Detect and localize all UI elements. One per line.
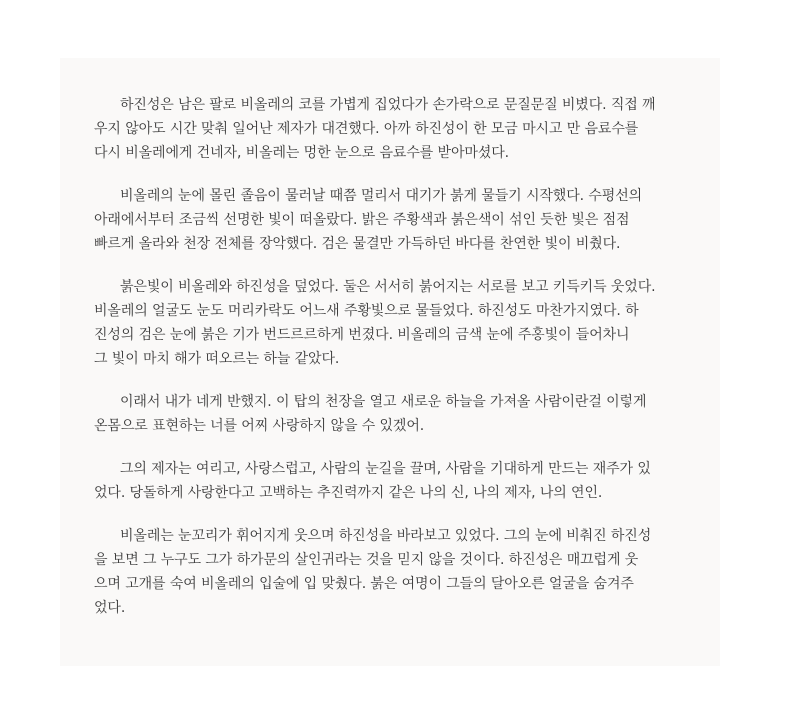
paragraph-3	[94, 275, 720, 371]
text-line: 비올레는 눈꼬리가 휘어지게 웃으며 하진성을 바라보고 있었다. 그의 눈에 비춰진 하진성	[120, 528, 652, 544]
text-line: 붉은빛이 비올레와 하진성을 덮었다. 둘은 서서히 붉어지는 서로를 보고 키득키득 웃었다.	[120, 279, 656, 295]
text-line: 었다.	[94, 600, 126, 616]
paragraph-6	[94, 524, 720, 620]
paragraph-4	[94, 390, 720, 438]
story-text	[94, 93, 720, 639]
text-line: 으며 고개를 숙여 비올레의 입술에 입 맞췄다. 붉은 여명이 그들의 달아오른 얼굴을 숨겨주	[94, 576, 634, 592]
paragraph-2	[94, 184, 720, 256]
text-line: 그 빛이 마치 해가 떠오르는 하늘 같았다.	[94, 351, 340, 367]
text-line: 그의 제자는 여리고, 사랑스럽고, 사람의 눈길을 끌며, 사람을 기대하게 만드는 재주가 있	[120, 461, 651, 477]
text-line: 비올레의 눈에 몰린 졸음이 물러날 때쯤 멀리서 대기가 붉게 물들기 시작했다. 수평선의	[120, 188, 643, 204]
text-line: 온몸으로 표현하는 너를 어찌 사랑하지 않을 수 있겠어.	[94, 418, 425, 434]
text-line: 비올레의 얼굴도 눈도 머리카락도 어느새 주황빛으로 물들었다. 하진성도 마찬가지였다. 하	[94, 303, 639, 319]
text-line: 빠르게 올라와 천장 전체를 장악했다. 검은 물결만 가득하던 바다를 찬연한 빛이 비췄다.	[94, 236, 621, 252]
text-line: 이래서 내가 네게 반했지. 이 탑의 천장을 열고 새로운 하늘을 가져올 사람이란걸 이렇게	[120, 394, 647, 410]
paragraph-5	[94, 457, 720, 505]
text-line: 었다. 당돌하게 사랑한다고 고백하는 추진력까지 같은 나의 신, 나의 제자, 나의 연인.	[94, 485, 603, 501]
text-line: 아래에서부터 조금씩 선명한 빛이 떠올랐다. 밝은 주황색과 붉은색이 섞인 듯한 빛은 점점	[94, 212, 630, 228]
text-line: 다시 비올레에게 건네자, 비올레는 멍한 눈으로 음료수를 받아마셨다.	[94, 145, 510, 161]
text-line: 진성의 검은 눈에 붉은 기가 번드르르하게 번졌다. 비올레의 금색 눈에 주홍빛이 들어차니	[94, 327, 630, 343]
paragraph-1	[94, 93, 720, 165]
text-line: 을 보면 그 누구도 그가 하가문의 살인귀라는 것을 믿지 않을 것이다. 하진성은 매끄럽게 웃	[94, 552, 639, 568]
text-line: 우지 않아도 시간 맞춰 일어난 제자가 대견했다. 아까 하진성이 한 모금 마시고 만 음료수를	[94, 121, 639, 137]
text-line: 하진성은 남은 팔로 비올레의 코를 가볍게 집었다가 손가락으로 문질문질 비볐다. 직접 깨	[120, 97, 656, 113]
